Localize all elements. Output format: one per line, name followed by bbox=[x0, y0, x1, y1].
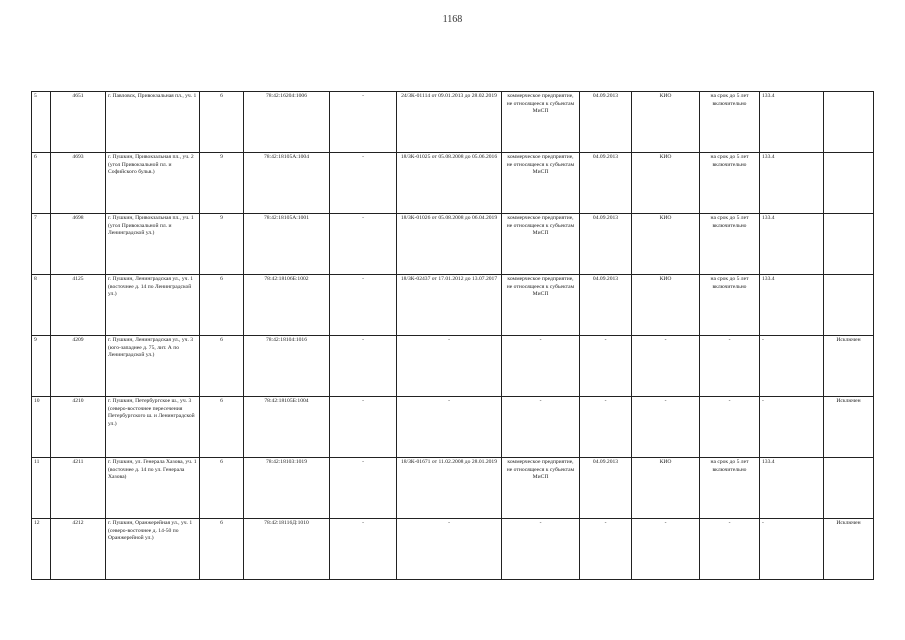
storeys-cell: 6 bbox=[200, 458, 244, 519]
date-cell: 04.09.2013 bbox=[580, 153, 632, 214]
address-cell: г. Пушкин, Привокзальная пл., уч. 2 (угол Привокзальной пл. и Софийского бульв.) bbox=[106, 153, 200, 214]
cadastre-cell: 78:42:18105А:1001 bbox=[244, 214, 330, 275]
cadastre-cell: 78:42:18104:1016 bbox=[244, 336, 330, 397]
row-number-cell: 12 bbox=[32, 519, 51, 580]
address-cell: г. Павловск, Привокзальная пл., уч. 1 bbox=[106, 92, 200, 153]
date-cell: 04.09.2013 bbox=[580, 92, 632, 153]
kio-cell: - bbox=[632, 397, 700, 458]
row-number-cell: 7 bbox=[32, 214, 51, 275]
tenant-cell: - bbox=[502, 519, 580, 580]
dash-cell: - bbox=[330, 458, 397, 519]
code-cell: - bbox=[760, 397, 824, 458]
contract-cell: - bbox=[397, 336, 502, 397]
term-cell: - bbox=[700, 519, 760, 580]
address-cell: г. Пушкин, Ленинградская ул., уч. 3 (юго-западнее д. 75, лит. А по Ленинградской ул.) bbox=[106, 336, 200, 397]
row-number-cell: 5 bbox=[32, 92, 51, 153]
contract-cell: - bbox=[397, 397, 502, 458]
dash-cell: - bbox=[330, 92, 397, 153]
object-id-cell: 4211 bbox=[51, 458, 106, 519]
cadastre-cell: 78:42:18103:1019 bbox=[244, 458, 330, 519]
note-cell bbox=[824, 92, 874, 153]
storeys-cell: 9 bbox=[200, 153, 244, 214]
kio-cell: КИО bbox=[632, 275, 700, 336]
tenant-cell: - bbox=[502, 336, 580, 397]
page-number: 1168 bbox=[442, 14, 463, 25]
object-id-cell: 4651 bbox=[51, 92, 106, 153]
note-cell bbox=[824, 458, 874, 519]
term-cell: на срок до 5 лет включительно bbox=[700, 275, 760, 336]
row-number-cell: 8 bbox=[32, 275, 51, 336]
tenant-cell: коммерческое предприятие, не относящееся к субъектам МиСП bbox=[502, 214, 580, 275]
tenant-cell: коммерческое предприятие, не относящееся к субъектам МиСП bbox=[502, 153, 580, 214]
table-row bbox=[32, 214, 874, 275]
note-cell: Исключен bbox=[824, 519, 874, 580]
cadastre-cell: 78:42:18116Д:1010 bbox=[244, 519, 330, 580]
kio-cell: КИО bbox=[632, 92, 700, 153]
storeys-cell: 6 bbox=[200, 92, 244, 153]
row-number-cell: 11 bbox=[32, 458, 51, 519]
object-id-cell: 4209 bbox=[51, 336, 106, 397]
term-cell: - bbox=[700, 397, 760, 458]
row-number-cell: 9 bbox=[32, 336, 51, 397]
code-cell: 133.4 bbox=[760, 275, 824, 336]
note-cell: Исключен bbox=[824, 336, 874, 397]
table-row bbox=[32, 92, 874, 153]
code-cell: 133.4 bbox=[760, 214, 824, 275]
object-id-cell: 4210 bbox=[51, 397, 106, 458]
storeys-cell: 9 bbox=[200, 214, 244, 275]
object-id-cell: 4125 bbox=[51, 275, 106, 336]
term-cell: на срок до 5 лет включительно bbox=[700, 153, 760, 214]
address-cell: г. Пушкин, Оранжерейная ул., уч. 1 (северо-восточнее д. 14-50 по Оранжерейной ул.) bbox=[106, 519, 200, 580]
row-number-cell: 10 bbox=[32, 397, 51, 458]
dash-cell: - bbox=[330, 153, 397, 214]
dash-cell: - bbox=[330, 336, 397, 397]
table-row bbox=[32, 336, 874, 397]
cadastre-cell: 78:42:18106Б:1002 bbox=[244, 275, 330, 336]
tenant-cell: коммерческое предприятие, не относящееся к субъектам МиСП bbox=[502, 92, 580, 153]
address-cell: г. Пушкин, Петербургское ш., уч. 3 (северо-восточнее пересечения Петербургского ш. и Ленинградской ул.) bbox=[106, 397, 200, 458]
date-cell: 04.09.2013 bbox=[580, 458, 632, 519]
code-cell: 133.4 bbox=[760, 92, 824, 153]
storeys-cell: 6 bbox=[200, 336, 244, 397]
date-cell: 04.09.2013 bbox=[580, 275, 632, 336]
date-cell: - bbox=[580, 519, 632, 580]
kio-cell: - bbox=[632, 519, 700, 580]
object-id-cell: 4698 bbox=[51, 214, 106, 275]
date-cell: - bbox=[580, 397, 632, 458]
address-cell: г. Пушкин, ул. Генерала Хазова, уч. 1 (восточнее д. 14 по ул. Генерала Хазова) bbox=[106, 458, 200, 519]
row-number-cell: 6 bbox=[32, 153, 51, 214]
kio-cell: - bbox=[632, 336, 700, 397]
term-cell: на срок до 5 лет включительно bbox=[700, 214, 760, 275]
dash-cell: - bbox=[330, 275, 397, 336]
dash-cell: - bbox=[330, 519, 397, 580]
table-row bbox=[32, 397, 874, 458]
object-id-cell: 4693 bbox=[51, 153, 106, 214]
contract-cell: 18/ЗК-02437 от 17.01.2012 до 13.07.2017 bbox=[397, 275, 502, 336]
cadastre-cell: 78:42:18105А:1004 bbox=[244, 153, 330, 214]
tenant-cell: коммерческое предприятие, не относящееся к субъектам МиСП bbox=[502, 275, 580, 336]
contract-cell: 18/ЗК-01025 от 05.08.2008 до 05.06.2016 bbox=[397, 153, 502, 214]
storeys-cell: 6 bbox=[200, 275, 244, 336]
contract-cell: - bbox=[397, 519, 502, 580]
note-cell bbox=[824, 153, 874, 214]
cadastre-cell: 78:42:18105Б:1004 bbox=[244, 397, 330, 458]
object-id-cell: 4212 bbox=[51, 519, 106, 580]
code-cell: - bbox=[760, 519, 824, 580]
code-cell: 133.4 bbox=[760, 458, 824, 519]
kio-cell: КИО bbox=[632, 458, 700, 519]
table-row bbox=[32, 458, 874, 519]
table-row bbox=[32, 275, 874, 336]
contract-cell: 18/ЗК-01671 от 11.02.2008 до 28.01.2019 bbox=[397, 458, 502, 519]
term-cell: на срок до 5 лет включительно bbox=[700, 458, 760, 519]
storeys-cell: 6 bbox=[200, 519, 244, 580]
date-cell: 04.09.2013 bbox=[580, 214, 632, 275]
dash-cell: - bbox=[330, 214, 397, 275]
dash-cell: - bbox=[330, 397, 397, 458]
contract-cell: 24/ЗК-01114 от 09.01.2013 до 28.02.2019 bbox=[397, 92, 502, 153]
address-cell: г. Пушкин, Ленинградская ул., уч. 1 (восточнее д. 14 по Ленинградской ул.) bbox=[106, 275, 200, 336]
note-cell bbox=[824, 214, 874, 275]
code-cell: 133.4 bbox=[760, 153, 824, 214]
date-cell: - bbox=[580, 336, 632, 397]
kio-cell: КИО bbox=[632, 153, 700, 214]
table-row bbox=[32, 519, 874, 580]
address-cell: г. Пушкин, Привокзальная пл., уч. 1 (угол Привокзальной пл. и Ленинградской ул.) bbox=[106, 214, 200, 275]
cadastre-cell: 78:42:16204:1006 bbox=[244, 92, 330, 153]
kio-cell: КИО bbox=[632, 214, 700, 275]
registry-body bbox=[32, 92, 874, 580]
table-row bbox=[32, 153, 874, 214]
tenant-cell: - bbox=[502, 397, 580, 458]
code-cell: - bbox=[760, 336, 824, 397]
registry-table bbox=[31, 91, 874, 580]
storeys-cell: 6 bbox=[200, 397, 244, 458]
note-cell: Исключен bbox=[824, 397, 874, 458]
contract-cell: 18/ЗК-01026 от 05.08.2008 до 06.04.2019 bbox=[397, 214, 502, 275]
note-cell bbox=[824, 275, 874, 336]
term-cell: на срок до 5 лет включительно bbox=[700, 92, 760, 153]
term-cell: - bbox=[700, 336, 760, 397]
tenant-cell: коммерческое предприятие, не относящееся к субъектам МиСП bbox=[502, 458, 580, 519]
